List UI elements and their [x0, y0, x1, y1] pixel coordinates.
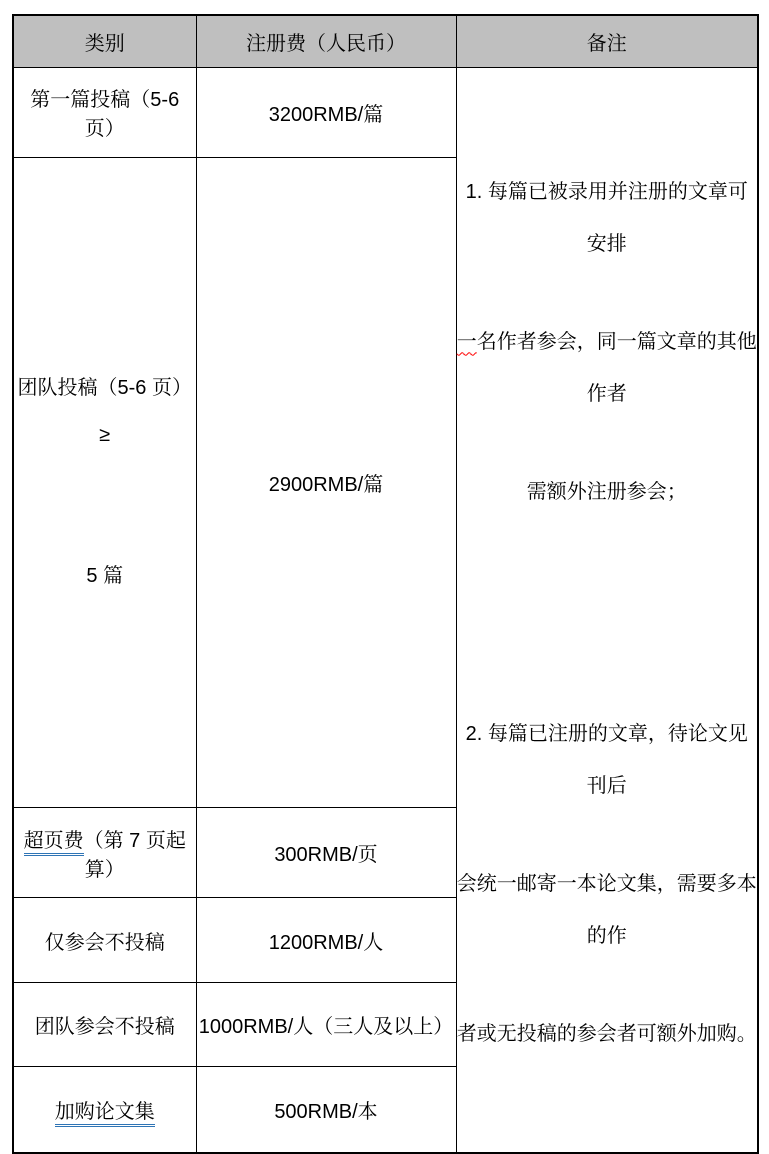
remark-note-1-line-3: 需额外注册参会； [526, 480, 687, 503]
fee-cell-extra-proceedings: 500RMB/本 [196, 1067, 456, 1153]
fee-cell-attend-only: 1200RMB/人 [196, 898, 456, 982]
spellcheck-flagged-text: 一 [456, 330, 477, 353]
grammar-flagged-text: 超页费 [24, 830, 84, 856]
remarks-cell [456, 67, 758, 1153]
table-row-first-submission [13, 67, 758, 157]
header-remarks: 备注 [456, 15, 758, 67]
category-cell-attend-only: 仅参会不投稿 [13, 898, 196, 982]
grammar-flagged-text: 加购论文集 [55, 1101, 155, 1127]
fee-cell-team-attend: 1000RMB/人（三人及以上） [196, 982, 456, 1066]
remark-note-2-line-2: 会统一邮寄一本论文集，需要多本的作 [456, 872, 757, 947]
fee-cell-extra-page-fee: 300RMB/页 [196, 808, 456, 898]
remark-note-2 [457, 662, 758, 1106]
table-header-row [13, 15, 758, 67]
remark-note-1-line-1: 1. 每篇已被录用并注册的文章可安排 [465, 180, 748, 255]
remark-note-1-line-2 [457, 316, 758, 420]
category-cell-team-submission [13, 157, 196, 807]
category-team-submission-line-2: 5 篇 [86, 564, 124, 587]
remark-note-1 [457, 120, 758, 564]
category-extra-page-fee-rest: （第 7 页起算） [83, 829, 186, 881]
remark-note-2-line-3: 者或无投稿的参会者可额外加购。 [456, 1022, 757, 1045]
category-cell-team-attend: 团队参会不投稿 [13, 982, 196, 1066]
header-fee: 注册费（人民币） [196, 15, 456, 67]
fee-cell-team-submission: 2900RMB/篇 [196, 157, 456, 807]
fee-cell-first-submission: 3200RMB/篇 [196, 67, 456, 157]
registration-fee-table [12, 14, 759, 1154]
remark-note-2-line-1: 2. 每篇已注册的文章，待论文见刊后 [465, 722, 748, 797]
category-team-submission-line-1: 团队投稿（5-6 页）≥ [17, 376, 192, 446]
category-cell-first-submission: 第一篇投稿（5-6 页） [13, 67, 196, 157]
category-cell-extra-proceedings [13, 1067, 196, 1153]
remark-note-1-line-2-rest: 名作者参会，同一篇文章的其他作者 [476, 330, 757, 405]
category-cell-extra-page-fee [13, 808, 196, 898]
header-category: 类别 [13, 15, 196, 67]
